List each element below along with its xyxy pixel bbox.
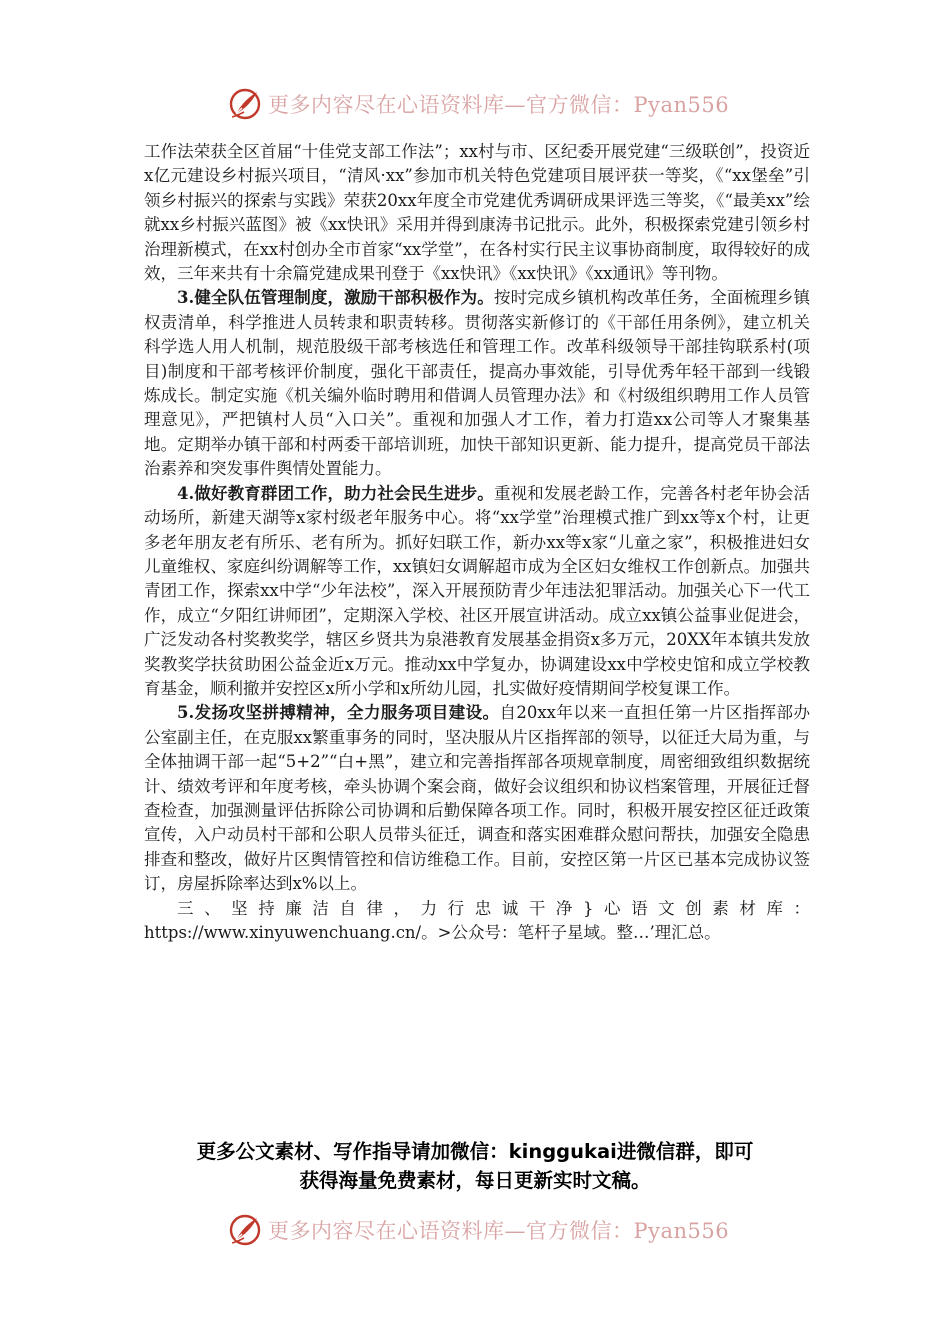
watermark-text: 更多内容尽在心语资料库—官方微信：Pyan556 (268, 93, 730, 117)
section-heading: 3.健全队伍管理制度，激励干部积极作为。 (177, 288, 494, 308)
section-body: 重视和发展老龄工作，完善各村老年协会活动场所，新建天湖等x家村级老年服务中心。将“xx学堂”治理模式推广到xx等x个村，让更多老年朋友老有所乐、老有所为。抓好妇联工作，新办xx等x家“儿童之家”，积极推进妇女儿童维权、家庭纠纷调解等工作，xx镇妇女调解超市成为全区妇女维权工作创新点。加强共青团工作，探索xx中学“少年法校”，深入开展预防青少年违法犯罪活动。加强关心下一代工作，成立“夕阳红讲师团”，定期深入学校、社区开展宣讲活动。成立xx镇公益事业促进会，广泛发动各村奖教奖学，辖区乡贤共为泉港教育发展基金捐资x多万元，20XX年本镇共发放奖教奖学扶贫助困公益金近x万元。推动xx中学复办，协调建设xx中学校史馆和成立学校教育基金，顺利撤并安控区x所小学和x所幼儿园，扎实做好疫情期间学校复课工作。 (144, 483, 810, 698)
section-heading: 5.发扬攻坚拼搏精神，全力服务项目建设。 (177, 703, 500, 723)
section-paragraph (144, 286, 810, 481)
document-body (144, 140, 810, 945)
promo-notice (120, 1137, 830, 1195)
quill-pen-logo-icon (228, 87, 262, 121)
watermark-banner-top (228, 84, 729, 124)
section-paragraph (144, 701, 810, 896)
watermark-banner-bottom (228, 1210, 729, 1250)
section-body: 自20xx年以来一直担任第一片区指挥部办公室副主任，在克服xx繁重事务的同时，坚决服从片区指挥部的领导，以征迁大局为重，与全体抽调干部一起“5+2”“白+黑”，建立和完善指挥部各项规章制度，周密细致组织数据统计、绩效考评和年度考核，牵头协调个案会商，做好会议组织和协议档案管理，开展征迁督查检查，加强测量评估拆除公司协调和后勤保障各项工作。同时，积极开展安控区征迁政策宣传，入户动员村干部和公职人员带头征迁，调查和落实困难群众慰问帮扶，加强安全隐患排查和整改，做好片区舆情管控和信访维稳工作。目前，安控区第一片区已基本完成协议签订，房屋拆除率达到x%以上。 (144, 703, 810, 894)
watermark-text: 更多内容尽在心语资料库—官方微信：Pyan556 (268, 1219, 730, 1243)
promo-line: 更多公文素材、写作指导请加微信：kinggukai进微信群，即可 (196, 1140, 754, 1163)
intro-paragraph: 工作法荣获全区首届“十佳党支部工作法”；xx村与市、区纪委开展党建“三级联创”，投资近x亿元建设乡村振兴项目，“清风·xx”参加市机关特色党建项目展评获一等奖，《“xx堡垒”引领乡村振兴的探索与实践》荣获20xx年度全市党建优秀调研成果评选三等奖，《“最美xx”绘就xx乡村振兴蓝图》被《xx快讯》采用并得到康涛书记批示。此外，积极探索党建引领乡村治理新模式，在xx村创办全市首家“xx学堂”，在各村实行民主议事协商制度，取得较好的成效，三年来共有十余篇党建成果刊登于《xx快讯》《xx快讯》《xx通讯》等刊物。 (144, 142, 810, 284)
section-paragraph (144, 482, 810, 702)
closing-paragraph: 三、坚持廉洁自律，力行忠诚干净}心语文创素材库：https://www.xinyuwenchuang.cn/。>公众号：笔杆子星域。整…’理汇总。 (144, 898, 810, 942)
quill-pen-logo-icon (228, 1213, 262, 1247)
section-body: 按时完成乡镇机构改革任务，全面梳理乡镇权责清单，科学推进人员转隶和职责转移。贯彻落实新修订的《干部任用条例》，建立机关科学选人用人机制，规范股级干部考核选任和管理工作。改革科级领导干部挂钩联系村(项目)制度和干部考核评价制度，强化干部责任，提高办事效能，引导优秀年轻干部到一线锻炼成长。制定实施《机关编外临时聘用和借调人员管理办法》和《村级组织聘用工作人员管理意见》，严把镇村人员“入口关”。重视和加强人才工作，着力打造xx公司等人才聚集基地。定期举办镇干部和村两委干部培训班，加快干部知识更新、能力提升，提高党员干部法治素养和突发事件舆情处置能力。 (144, 288, 810, 479)
section-heading: 4.做好教育群团工作，助力社会民生进步。 (177, 483, 494, 503)
promo-line: 获得海量免费素材，每日更新实时文稿。 (299, 1169, 651, 1192)
